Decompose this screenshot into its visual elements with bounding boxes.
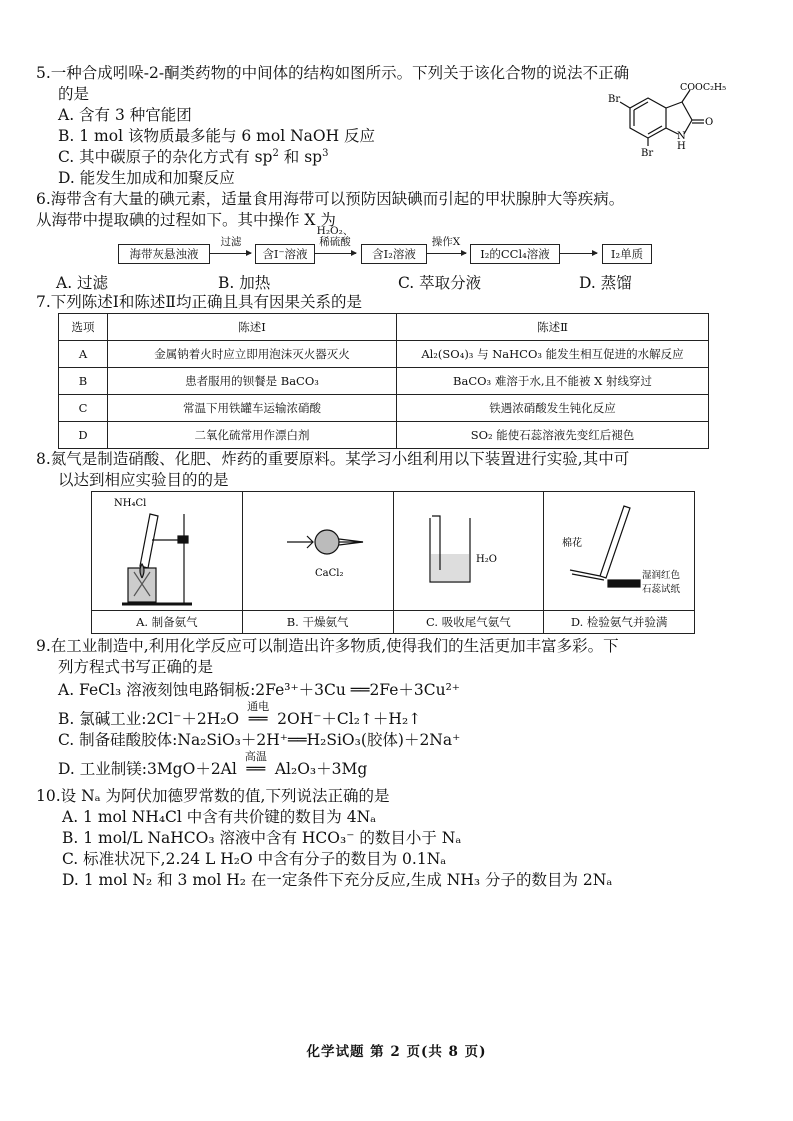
flow-box-5: I₂单质 xyxy=(602,244,652,264)
q9-option-c: C. 制备硅酸胶体:Na₂SiO₃＋2H⁺══H₂SiO₃(胶体)＋2Na⁺ xyxy=(58,731,461,749)
ammonia-prep-apparatus xyxy=(92,492,242,610)
extraction-flowchart: 海带灰悬浊液 过滤 含I⁻溶液 H₂O₂、 稀硫酸 含I₂溶液 操作X I₂的CCl₄溶液 I₂单质 xyxy=(118,238,648,270)
flow-arrow-3 xyxy=(426,253,466,254)
test-tube-check xyxy=(544,492,694,610)
q6-option-d: D. 蒸馏 xyxy=(579,274,632,292)
table-header-row: 选项 陈述Ⅰ 陈述Ⅱ xyxy=(59,314,709,341)
question-9: 9.在工业制造中,利用化学反应可以制造出许多物质,使得我们的生活更加丰富多彩。下 列方程式书写正确的是 A. FeCl₃ 溶液刻蚀电路铜板:2Fe³⁺＋3Cu ══2Fe＋3Cu²⁺ B. 氯碱工业:2Cl⁻＋2H₂O 通电 ══ 2OH⁻＋Cl₂↑＋H₂↑ C. 制备硅酸胶体:Na₂SiO₃＋2H⁺══H₂SiO₃(胶体)＋2Na⁺ D. 工业制镁:3MgO＋2Al 高温 ══ Al₂O₃＋3Mg xyxy=(36,636,758,780)
apparatus-b xyxy=(243,492,394,633)
flow-arrow-4 xyxy=(559,253,597,254)
flow-box-1: 海带灰悬浊液 xyxy=(118,244,210,264)
flow-box-3: 含I₂溶液 xyxy=(361,244,427,264)
q9-option-b: B. 氯碱工业:2Cl⁻＋2H₂O 通电 ══ 2OH⁻＋Cl₂↑＋H₂↑ xyxy=(58,700,422,728)
table-row: A 金属钠着火时应立即用泡沫灭火器灭火 Al₂(SO₄)₃ 与 NaHCO₃ 能发生相互促进的水解反应 xyxy=(59,341,709,368)
q9-stem: 9.在工业制造中,利用化学反应可以制造出许多物质,使得我们的生活更加丰富多彩。下 xyxy=(36,637,619,655)
q10-option-d: D. 1 mol N₂ 和 3 mol H₂ 在一定条件下充分反应,生成 NH₃ 分子的数目为 2Nₐ xyxy=(62,871,613,889)
q10-option-b: B. 1 mol/L NaHCO₃ 溶液中含有 HCO₃⁻ 的数目小于 Nₐ xyxy=(62,829,462,847)
flow-box-2: 含I⁻溶液 xyxy=(255,244,315,264)
litmus-label-2: 石蕊试纸 xyxy=(642,584,681,595)
page-footer: 化学试题 第 2 页(共 8 页) xyxy=(306,1044,487,1060)
q9-option-a: A. FeCl₃ 溶液刻蚀电路铜板:2Fe³⁺＋3Cu ══2Fe＋3Cu²⁺ xyxy=(58,681,460,699)
q6-option-b: B. 加热 xyxy=(218,274,271,292)
q5-option-c: C. 其中碳原子的杂化方式有 $sp^2$ 和 $sp^3$ xyxy=(58,147,329,166)
q10-stem: 10.设 Nₐ 为阿伏加德罗常数的值,下列说法正确的是 xyxy=(36,787,390,805)
h-label: H xyxy=(677,141,686,152)
cacl2-label: CaCl₂ xyxy=(314,568,344,579)
h2o-label: H₂O xyxy=(475,554,497,565)
caption-c: C. 吸收尾气氨气 xyxy=(394,610,544,633)
q10-option-a: A. 1 mol NH₄Cl 中含有共价键的数目为 4Nₐ xyxy=(62,808,377,826)
q7-stem: 7.下列陈述Ⅰ和陈述Ⅱ均正确且具有因果关系的是 xyxy=(36,293,362,311)
beaker-absorption xyxy=(394,492,544,610)
nh4cl-label: NH₄Cl xyxy=(114,498,147,509)
question-8: 8.氮气是制造硝酸、化肥、炸药的重要原料。某学习小组利用以下装置进行实验,其中可 以达到相应实验目的的是 xyxy=(36,449,758,491)
table-row: B 患者服用的钡餐是 BaCO₃ BaCO₃ 难溶于水,且不能被 X 射线穿过 xyxy=(59,368,709,395)
q7-table xyxy=(58,313,709,449)
n-label: N xyxy=(677,131,686,142)
ester-label: COOC₂H₅ xyxy=(680,82,727,93)
q8-stem: 8.氮气是制造硝酸、化肥、炸药的重要原料。某学习小组利用以下装置进行实验,其中可 xyxy=(36,450,630,468)
flow-arrow-1 xyxy=(209,253,251,254)
caption-d: D. 检验氨气并验满 xyxy=(544,610,694,633)
q9-option-d: D. 工业制镁:3MgO＋2Al 高温 ══ Al₂O₃＋3Mg xyxy=(58,750,368,778)
question-6: 6.海带含有大量的碘元素，适量食用海带可以预防因缺碘而引起的甲状腺肿大等疾病。 从海带中提取碘的过程如下。其中操作 X 为 xyxy=(36,189,758,231)
litmus-label-1: 湿润红色 xyxy=(642,570,681,581)
br-top-label: Br xyxy=(608,94,621,105)
question-5: 5.一种合成吲哚-2-酮类药物的中间体的结构如图所示。下列关于该化合物的说法不正确 的是 A. 含有 3 种官能团 B. 1 mol 该物质最多能与 6 mol NaOH 反应 C. 其中碳原子的杂化方式有 $sp^2$ 和 $sp^3$ D. 能发生加成和加聚反应 xyxy=(36,63,758,189)
q10-option-c: C. 标准状况下,2.24 L H₂O 中含有分子的数目为 0.1Nₐ xyxy=(62,850,447,868)
molecule-structure xyxy=(608,80,758,158)
flow-arrow-2 xyxy=(314,253,356,254)
caption-a: A. 制备氨气 xyxy=(92,610,242,633)
apparatus-d xyxy=(544,492,694,633)
q5-option-b: B. 1 mol 该物质最多能与 6 mol NaOH 反应 xyxy=(58,127,376,145)
apparatus-a xyxy=(92,492,243,633)
drying-tube xyxy=(243,492,393,610)
table-row: D 二氧化硫常用作漂白剂 SO₂ 能使石蕊溶液先变红后褪色 xyxy=(59,422,709,449)
q5-option-d: D. 能发生加成和加聚反应 xyxy=(58,169,235,187)
br-bottom-label: Br xyxy=(641,148,654,158)
apparatus-c xyxy=(394,492,545,633)
o-label: O xyxy=(705,117,714,128)
apparatus-figure xyxy=(91,491,695,634)
cotton-label: 棉花 xyxy=(562,538,583,549)
q6-stem: 6.海带含有大量的碘元素，适量食用海带可以预防因缺碘而引起的甲状腺肿大等疾病。 xyxy=(36,190,625,208)
flow-box-4: I₂的CCl₄溶液 xyxy=(470,244,560,264)
table-row: C 常温下用铁罐车运输浓硝酸 铁遇浓硝酸发生钝化反应 xyxy=(59,395,709,422)
question-10 xyxy=(36,786,758,891)
q5-option-a: A. 含有 3 种官能团 xyxy=(58,106,192,124)
q5-stem: 5.一种合成吲哚-2-酮类药物的中间体的结构如图所示。下列关于该化合物的说法不正确 xyxy=(36,64,630,82)
caption-b: B. 干燥氨气 xyxy=(243,610,393,633)
q6-option-c: C. 萃取分液 xyxy=(398,274,482,292)
question-7 xyxy=(36,292,758,313)
q6-option-a: A. 过滤 xyxy=(56,274,109,292)
